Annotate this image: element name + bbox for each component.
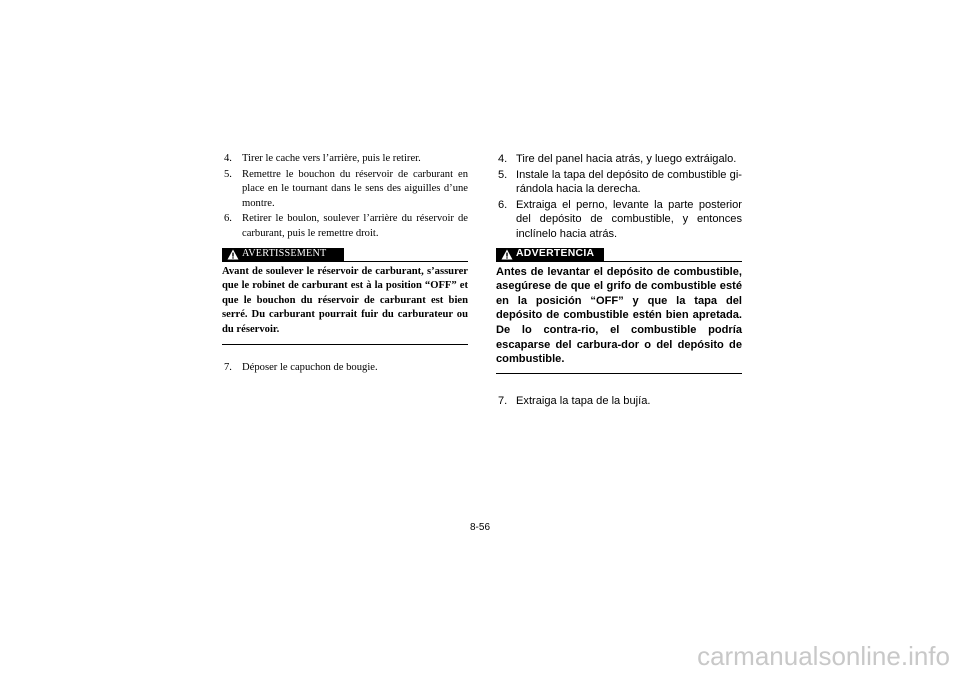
step-number: 7. [224, 361, 232, 373]
french-step-4 [222, 152, 468, 167]
spanish-step-4 [496, 152, 742, 167]
spanish-steps [496, 152, 742, 242]
step-text: Instale la tapa del depósito de combustible gi-rándola hacia la derecha. [516, 168, 742, 196]
warning-text: Antes de levantar el depósito de combustible, asegúrese de que el grifo de combustible esté en la posición “OFF” y que la tapa del depósito de combustible estén bien apretada. De lo contra-rio, el combustible podría escaparse del carbura-dor o del depósito de combustible. [496, 262, 742, 374]
warning-header [222, 248, 468, 262]
warning-badge [496, 248, 604, 262]
step-text: Tirer le cache vers l’arrière, puis le retirer. [242, 153, 421, 164]
warning-text: Avant de soulever le réservoir de carburant, s’assurer que le robinet de carburant est à la position “OFF” et que le bouchon du réservoir de carburant est bien serré. Du carburant pourrait fuir du carburateur ou du réservoir. [222, 262, 468, 345]
step-number: 7. [498, 394, 508, 407]
french-steps [222, 152, 468, 242]
warning-triangle-icon [501, 249, 513, 260]
spanish-step-6 [496, 198, 742, 242]
french-step-5 [222, 168, 468, 212]
warning-label: AVERTISSEMENT [242, 248, 327, 260]
step-text: Extraiga la tapa de la bujía. [516, 394, 651, 407]
spanish-step-7 [496, 394, 742, 409]
step-number: 6. [498, 198, 508, 211]
step-number: 6. [224, 213, 232, 225]
spanish-warning-box [496, 248, 742, 374]
step-number: 5. [224, 168, 232, 180]
spanish-column [496, 152, 742, 409]
watermark: carmanualsonline.info [697, 641, 950, 671]
warning-triangle-icon [227, 249, 239, 260]
step-text: Extraiga el perno, levante la parte posterior del depósito de combustible, y entonces inclínelo hacia atrás. [516, 198, 742, 240]
spanish-step-5 [496, 168, 742, 197]
french-warning-box [222, 248, 468, 345]
step-number: 4. [498, 153, 508, 165]
step-number: 5. [498, 168, 508, 181]
step-number: 4. [224, 153, 232, 164]
warning-label: ADVERTENCIA [516, 248, 595, 260]
step-text: Tire del panel hacia atrás, y luego extráigalo. [516, 153, 737, 165]
step-text: Remettre le bouchon du réservoir de carburant en place en le tournant dans le sens des aiguilles d’une montre. [242, 168, 468, 209]
page-number: 8-56 [470, 522, 491, 533]
warning-header [496, 248, 742, 262]
step-text: Retirer le boulon, soulever l’arrière du réservoir de carburant, puis le remettre droit. [242, 213, 468, 239]
french-step-6 [222, 212, 468, 241]
french-step-7 [222, 361, 468, 376]
step-text: Déposer le capuchon de bougie. [242, 361, 378, 373]
french-column [222, 152, 468, 376]
warning-badge [222, 248, 344, 262]
